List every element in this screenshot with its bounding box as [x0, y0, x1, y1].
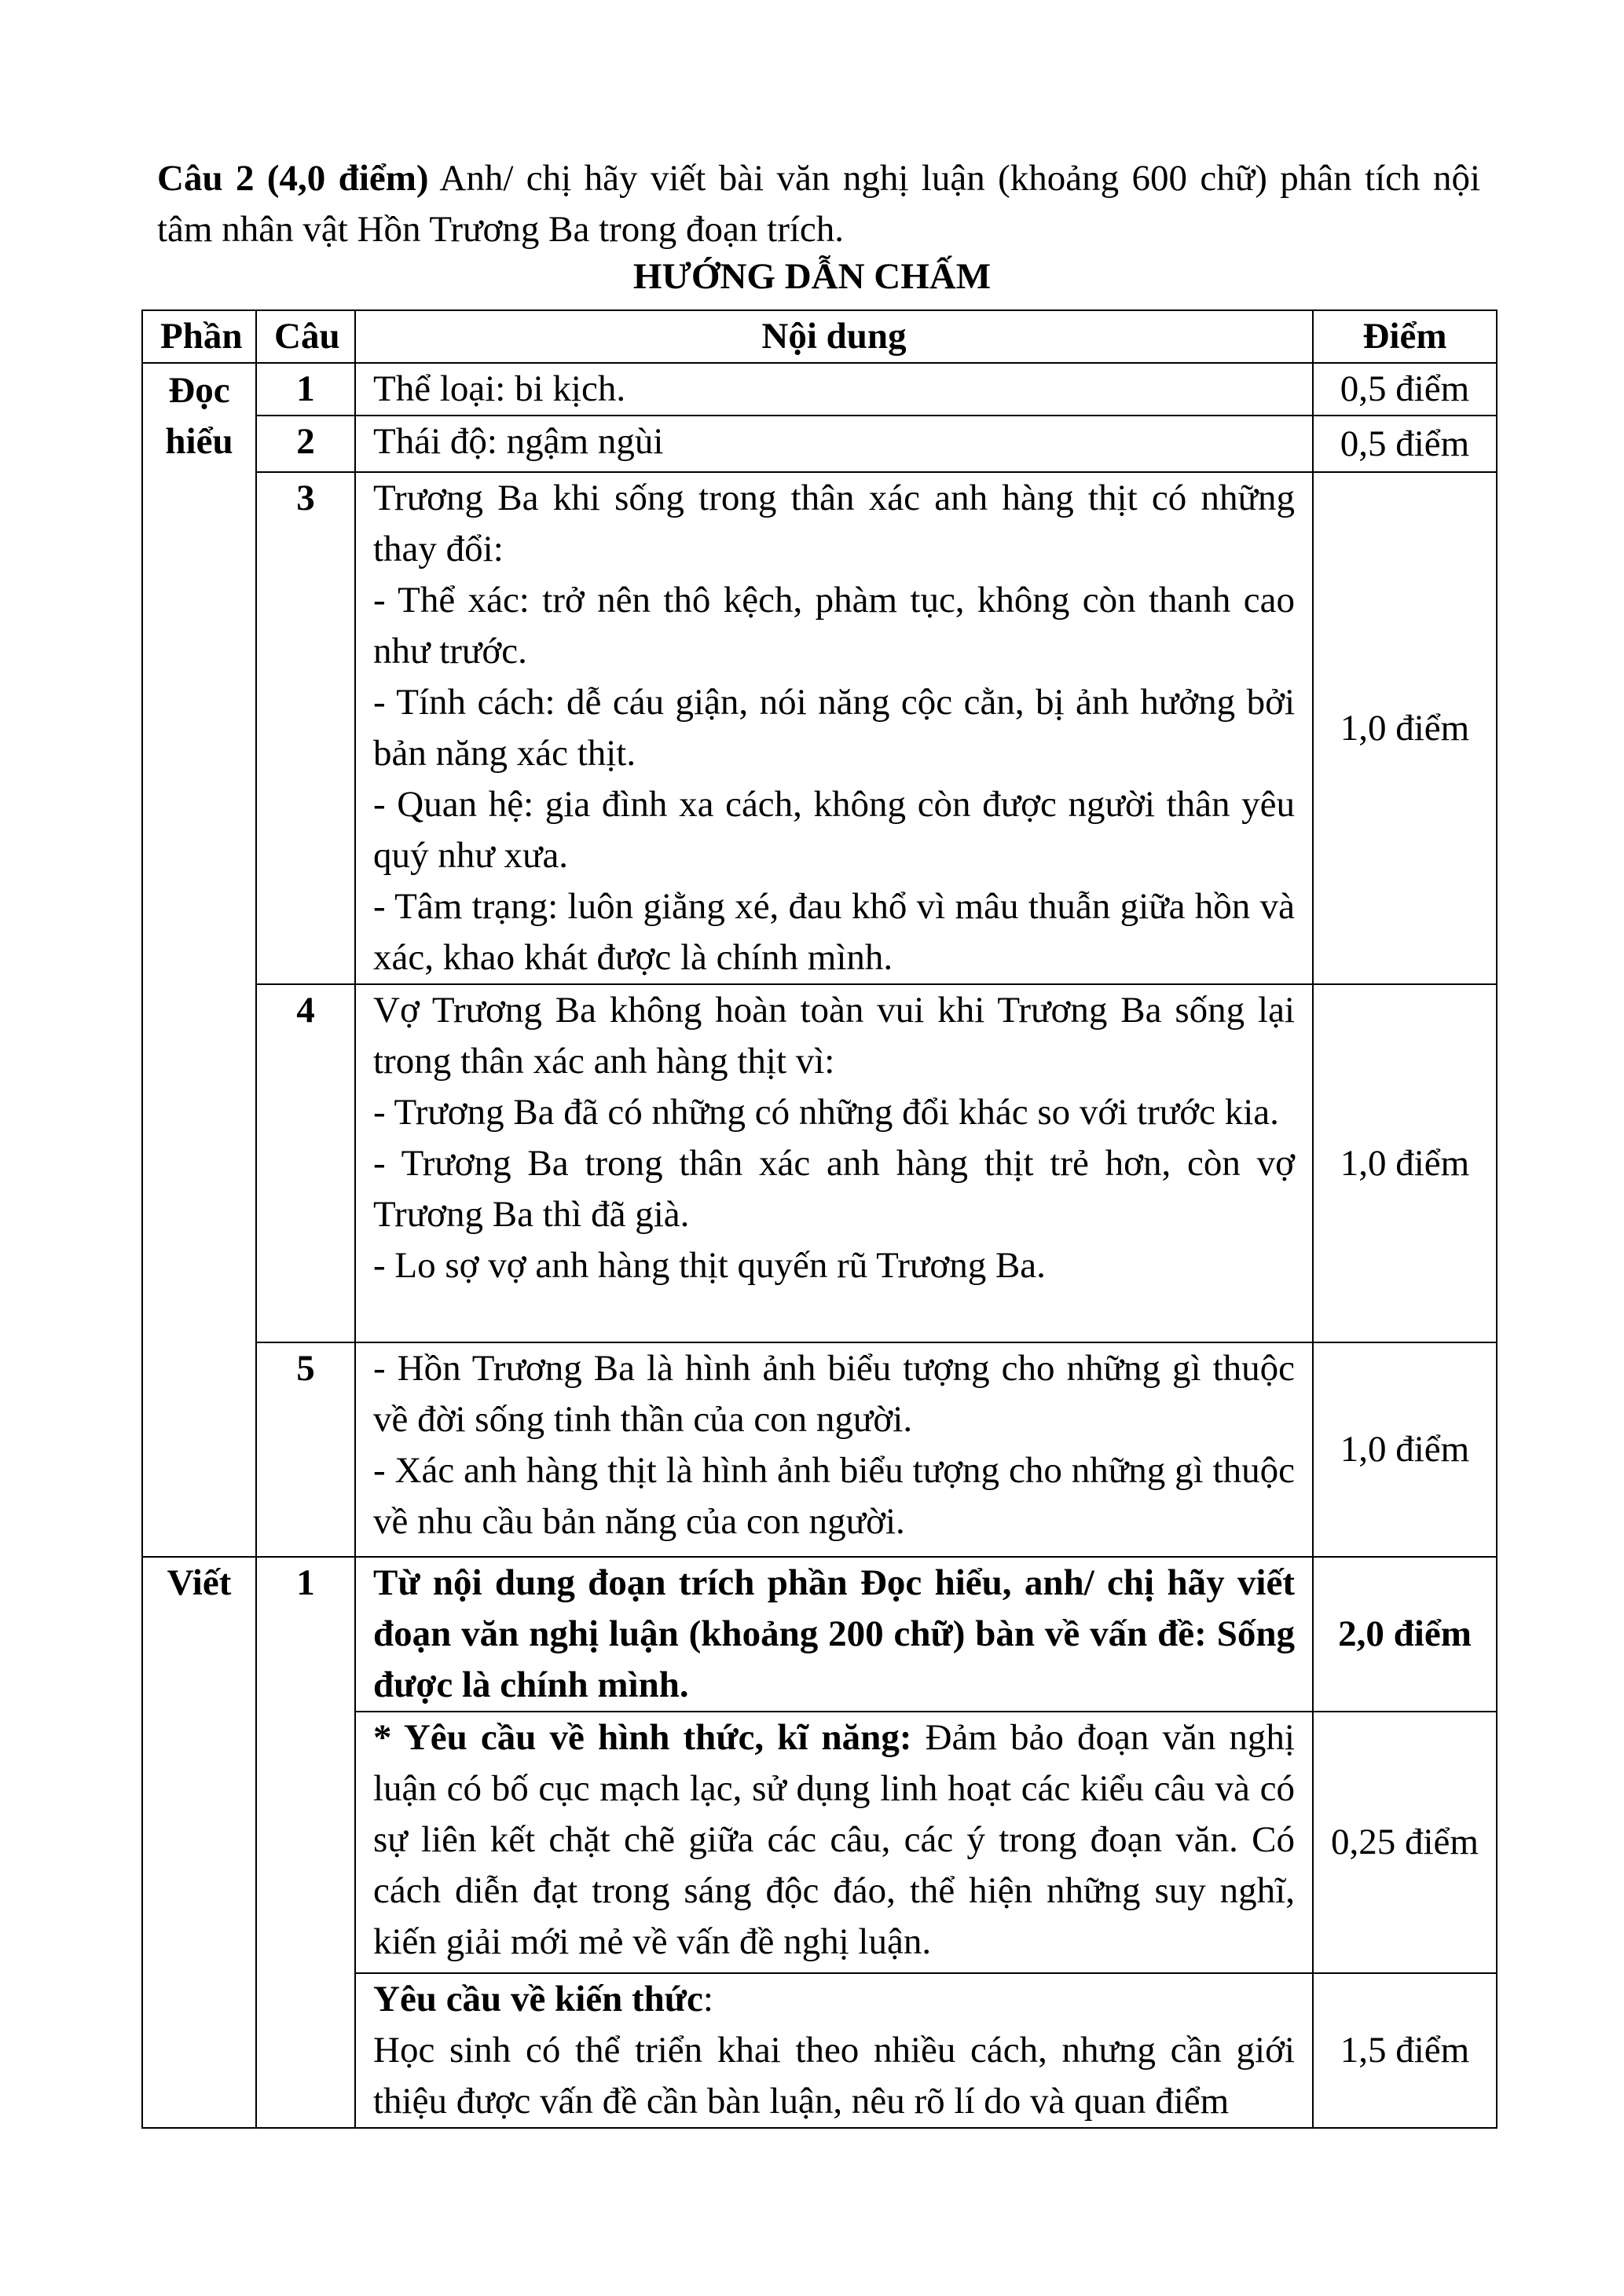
answer-line: - Thể xác: trở nên thô kệch, phàm tục, không còn thanh cao như trước. [373, 580, 1295, 672]
score: 1,0 điểm [1313, 472, 1497, 984]
knowledge-text: Học sinh có thể triển khai theo nhiều cách, nhưng cần giới thiệu được vấn đề cần bàn luận, nêu rõ lí do và quan điểm [373, 2030, 1295, 2122]
answer-line: - Hồn Trương Ba là hình ảnh biểu tượng cho những gì thuộc về đời sống tinh thần của con người. [373, 1348, 1295, 1440]
score: 1,5 điểm [1313, 1973, 1497, 2128]
knowledge-requirements [355, 1973, 1313, 2128]
answer-line: - Trương Ba trong thân xác anh hàng thịt trẻ hơn, còn vợ Trương Ba thì đã già. [373, 1143, 1295, 1235]
answer-line: - Trương Ba đã có những có những đổi khác so với trước kia. [373, 1092, 1279, 1133]
table-row [142, 363, 1497, 416]
score: 2,0 điểm [1313, 1557, 1497, 1712]
answer-line: Thái độ: ngậm ngùi [373, 421, 664, 462]
answer-line: - Tính cách: dễ cáu giận, nói năng cộc cằn, bị ảnh hưởng bởi bản năng xác thịt. [373, 682, 1295, 774]
answer-line: Trương Ba khi sống trong thân xác anh hàng thịt có những thay đổi: [373, 478, 1295, 569]
answer-line: - Tâm trạng: luôn giằng xé, đau khổ vì mâu thuẫn giữa hồn và xác, khao khát được là chính mình. [373, 886, 1295, 978]
question-number: 1 [256, 363, 355, 416]
score: 0,5 điểm [1313, 416, 1497, 472]
header-phan: Phần [142, 310, 256, 363]
question-label: Câu 2 (4,0 điểm) [157, 158, 429, 199]
section-doc-hieu: Đọc hiểu [142, 363, 256, 1557]
header-cau: Câu [256, 310, 355, 363]
question-number: 4 [256, 984, 355, 1342]
question-text: Anh/ chị hãy viết bài văn nghị luận (khoảng 600 chữ) phân tích nội tâm nhân vật Hồn Trương Ba trong đoạn trích. [157, 158, 1481, 250]
answer-line: - Quan hệ: gia đình xa cách, không còn được người thân yêu quý như xưa. [373, 784, 1295, 876]
form-text: Đảm bảo đoạn văn nghị luận có bố cục mạch lạc, sử dụng linh hoạt các kiểu câu và có sự liên kết chặt chẽ giữa các câu, các ý trong đoạn văn. Có cách diễn đạt trong sáng độc đáo, thể hiện những suy nghĩ, kiến giải mới mẻ về vấn đề nghị luận. [373, 1717, 1295, 1962]
header-diem: Điểm [1313, 310, 1497, 363]
section-viet: Viết [142, 1557, 256, 2128]
score: 0,25 điểm [1313, 1712, 1497, 1973]
grading-table [141, 309, 1498, 2129]
form-label: * Yêu cầu về hình thức, kĩ năng: [373, 1717, 912, 1758]
score: 0,5 điểm [1313, 363, 1497, 416]
score: 1,0 điểm [1313, 1342, 1497, 1557]
answer-content [355, 472, 1313, 984]
table-row [142, 1342, 1497, 1557]
answer-content [355, 984, 1313, 1342]
table-row [142, 1557, 1497, 1712]
colon: : [702, 1979, 713, 2020]
question-number: 2 [256, 416, 355, 472]
answer-line: Thể loại: bi kịch. [373, 368, 626, 409]
question-number: 1 [256, 1557, 355, 2128]
header-noi-dung: Nội dung [355, 310, 1313, 363]
table-row [142, 416, 1497, 472]
answer-content [355, 1342, 1313, 1557]
score: 1,0 điểm [1313, 984, 1497, 1342]
page-title: HƯỚNG DẪN CHẤM [632, 256, 992, 297]
form-requirements [355, 1712, 1313, 1973]
table-row [142, 984, 1497, 1342]
writing-prompt: Từ nội dung đoạn trích phần Đọc hiểu, anh/ chị hãy viết đoạn văn nghị luận (khoảng 200 chữ) bàn về vấn đề: Sống được là chính mình. [355, 1557, 1313, 1712]
answer-content [355, 416, 1313, 472]
table-row [142, 472, 1497, 984]
table-header-row [142, 310, 1497, 363]
question-number: 5 [256, 1342, 355, 1557]
question-2-prompt [157, 153, 1480, 255]
answer-line: Vợ Trương Ba không hoàn toàn vui khi Trương Ba sống lại trong thân xác anh hàng thịt vì: [373, 990, 1295, 1082]
question-number: 3 [256, 472, 355, 984]
answer-line: - Xác anh hàng thịt là hình ảnh biểu tượng cho những gì thuộc về nhu cầu bản năng của con người. [373, 1450, 1295, 1542]
answer-line: - Lo sợ vợ anh hàng thịt quyến rũ Trương Ba. [373, 1245, 1046, 1286]
answer-content [355, 363, 1313, 416]
knowledge-label: Yêu cầu về kiến thức [373, 1979, 703, 2020]
